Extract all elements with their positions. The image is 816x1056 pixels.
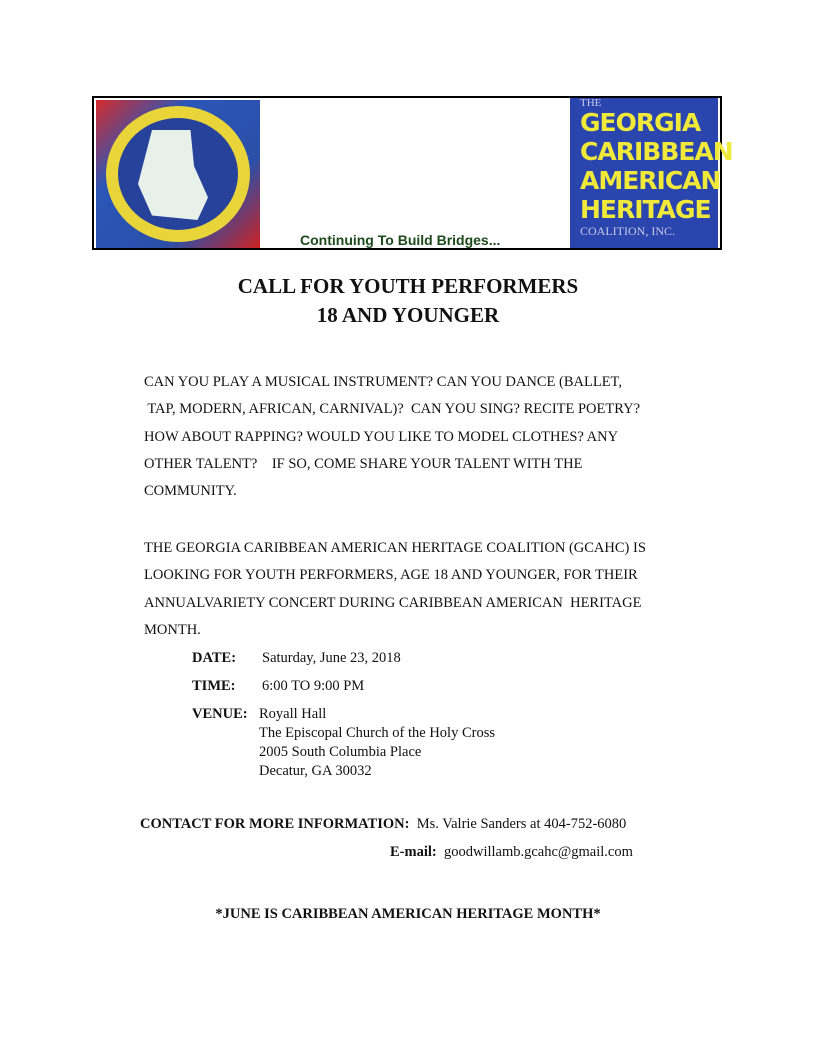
tagline: Continuing To Build Bridges... [300,232,501,248]
paragraph-description: THE GEORGIA CARIBBEAN AMERICAN HERITAGE COALITION (GCAHC) IS LOOKING FOR YOUTH PERFORMERS, AGE 18 AND YOUNGER, FOR THEIR ANNUALVARIETY CONCERT DURING CARIBBEAN AMERICAN HERITAGE MONTH. [144,540,646,638]
email-link[interactable]: goodwillamb.gcahc@gmail.com [443,844,633,860]
coalition-seal-logo [96,100,260,248]
title-line-1: CALL FOR YOUTH PERFORMERS [237,274,579,298]
footer-note: *JUNE IS CARIBBEAN AMERICAN HERITAGE MONTH* [215,906,601,922]
paragraph-talents: CAN YOU PLAY A MUSICAL INSTRUMENT? CAN YOU DANCE (BALLET, TAP, MODERN, AFRICAN, CARNIVAL)? CAN YOU SING? RECITE POETRY? HOW ABOUT RAPPING? WOULD YOU LIKE TO MODEL CLOTHES? ANY OTHER TALENT? IF SO, COME SHARE YOUR TALENT WITH THE COMMUNITY. [144,374,641,500]
date-row: DATE: Saturday, June 23, 2018 [192,650,401,666]
venue-row: VENUE: Royall Hall The Episcopal Church of the Holy Cross 2005 South Columbia Place Decatur, GA 30032 [192,706,495,779]
email-row: E-mail: goodwillamb.gcahc@gmail.com [390,844,633,860]
title-line-2: 18 AND YOUNGER [316,303,500,327]
time-row: TIME: 6:00 TO 9:00 PM [192,678,365,694]
coalition-wordmark-logo: THE GEORGIA CARIBBEAN AMERICAN HERITAGE COALITION, INC. [570,98,718,248]
header-banner [92,96,733,250]
contact-row: CONTACT FOR MORE INFORMATION: Ms. Valrie Sanders at 404-752-6080 [140,816,627,832]
